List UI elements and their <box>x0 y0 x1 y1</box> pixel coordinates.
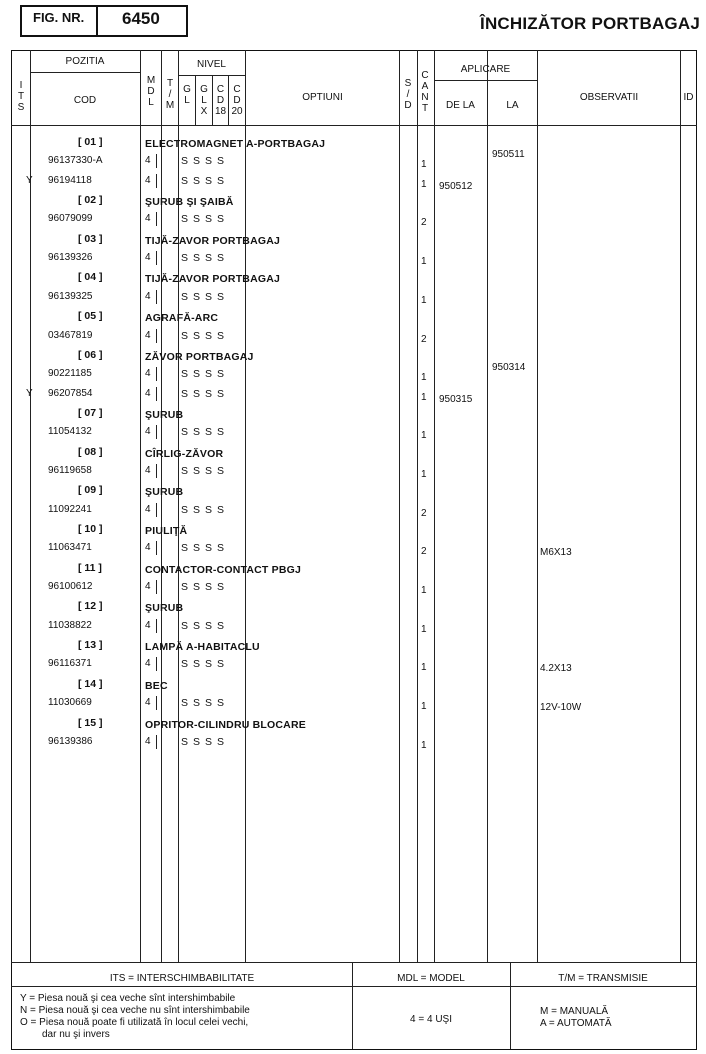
item-nivel: SSSS <box>181 387 230 400</box>
item-code: 03467819 <box>48 329 93 341</box>
mdl-tick <box>156 212 157 226</box>
grid-vline <box>680 50 681 962</box>
item-mdl: 4 <box>145 735 151 747</box>
item-description: ŞURUB ŞI ŞAIBĂ <box>145 196 234 209</box>
mdl-tick <box>156 696 157 710</box>
item-cant: 1 <box>421 623 427 635</box>
grid-vline <box>399 50 400 962</box>
item-position: [ 12 ] <box>78 600 103 613</box>
item-nivel: SSSS <box>181 155 230 168</box>
item-observatii: 4.2X13 <box>540 663 572 675</box>
grid-hline-footer-top <box>11 962 697 963</box>
item-position: [ 08 ] <box>78 445 103 458</box>
table-frame <box>11 50 697 1050</box>
item-position: [ 13 ] <box>78 639 103 652</box>
item-cant: 1 <box>421 178 427 190</box>
grid-hline-header-bottom <box>11 125 697 126</box>
header-mdl: M D L <box>146 75 156 108</box>
legend-mdl-title: MDL = MODEL <box>397 973 465 984</box>
item-cant: 1 <box>421 701 427 713</box>
grid-vline <box>30 50 31 962</box>
mdl-tick <box>156 154 157 168</box>
header-aplicare: APLICARE <box>460 64 511 75</box>
header-its: I T S <box>17 80 25 113</box>
item-mdl: 4 <box>145 542 151 554</box>
header-cant: C A N T <box>421 70 429 114</box>
item-cant: 1 <box>421 585 427 597</box>
header-glx: G L X <box>200 84 208 117</box>
mdl-tick <box>156 657 157 671</box>
item-its: Y <box>26 174 33 186</box>
grid-vline <box>537 50 538 962</box>
grid-vline <box>417 50 418 962</box>
item-code: 90221185 <box>48 368 92 380</box>
header-cod: COD <box>73 95 97 106</box>
item-description: PIULIŢĂ <box>145 525 188 537</box>
item-description: ZĂVOR PORTBAGAJ <box>145 350 254 363</box>
item-mdl: 4 <box>145 658 151 670</box>
legend-its-n: N = Piesa nouă şi cea veche nu sînt intershimbabile <box>20 1005 250 1016</box>
item-code: 11030669 <box>48 697 92 709</box>
item-description: AGRAFĂ-ARC <box>145 312 219 325</box>
grid-vline <box>140 50 141 962</box>
item-mdl: 4 <box>145 619 151 631</box>
item-de-la: 950315 <box>439 393 473 405</box>
item-description: CONTACTOR-CONTACT PBGJ <box>145 563 302 576</box>
item-position: [ 09 ] <box>78 484 103 497</box>
item-mdl: 4 <box>145 174 151 186</box>
item-position: [ 04 ] <box>78 271 103 284</box>
item-cant: 1 <box>421 662 427 674</box>
item-position: [ 03 ] <box>78 232 103 245</box>
mdl-tick <box>156 329 157 343</box>
item-cant: 1 <box>421 739 427 751</box>
item-code: 96137330-A <box>48 155 103 167</box>
item-position: [ 06 ] <box>78 348 103 361</box>
item-position: [ 10 ] <box>78 523 103 535</box>
item-nivel: SSSS <box>181 658 230 671</box>
item-position: [ 07 ] <box>78 406 103 419</box>
item-mdl: 4 <box>145 387 151 399</box>
item-mdl: 4 <box>145 503 151 515</box>
mdl-tick <box>156 503 157 517</box>
item-cant: 1 <box>421 256 427 268</box>
item-nivel: SSSS <box>181 735 230 748</box>
item-nivel: SSSS <box>181 503 230 516</box>
mdl-tick <box>156 425 157 439</box>
header-la: LA <box>506 100 519 111</box>
item-la: 950314 <box>492 362 526 374</box>
header-tm: T / M <box>165 78 175 111</box>
item-cant: 1 <box>421 294 427 306</box>
item-mdl: 4 <box>145 581 151 593</box>
item-mdl: 4 <box>145 290 151 302</box>
header-optiuni: OPTIUNI <box>302 92 343 103</box>
item-code: 96079099 <box>48 213 93 225</box>
item-cant: 2 <box>421 507 427 519</box>
item-description: OPRITOR-CILINDRU BLOCARE <box>145 718 306 731</box>
header-id: ID <box>683 92 694 103</box>
item-description: TIJĂ-ZAVOR PORTBAGAJ <box>145 234 281 247</box>
item-nivel: SSSS <box>181 290 230 303</box>
item-nivel: SSSS <box>181 619 230 632</box>
header-cd20: C D 20 <box>231 84 243 117</box>
item-nivel: SSSS <box>181 464 230 477</box>
item-mdl: 4 <box>145 155 151 167</box>
mdl-tick <box>156 541 157 555</box>
item-mdl: 4 <box>145 426 151 438</box>
item-code: 96139326 <box>48 252 93 264</box>
item-code: 11054132 <box>48 426 92 438</box>
mdl-tick <box>156 290 157 304</box>
grid-hline-nivel <box>178 75 245 76</box>
header-cd18: C D 18 <box>214 84 227 117</box>
item-code: 96119658 <box>48 464 92 476</box>
item-code: 96100612 <box>48 581 93 593</box>
item-code: 96207854 <box>48 387 93 399</box>
item-description: CÎRLIG-ZĂVOR <box>145 447 224 460</box>
legend-mdl-value: 4 = 4 UŞI <box>410 1014 452 1025</box>
item-position: [ 01 ] <box>78 136 103 148</box>
item-description: TIJĂ-ZAVOR PORTBAGAJ <box>145 273 281 286</box>
mdl-tick <box>156 464 157 478</box>
item-code: 96139325 <box>48 290 93 302</box>
mdl-tick <box>156 251 157 265</box>
fig-label: FIG. NR. <box>33 10 85 25</box>
item-cant: 1 <box>421 372 427 384</box>
item-code: 11063471 <box>48 542 92 554</box>
item-mdl: 4 <box>145 252 151 264</box>
item-code: 11092241 <box>48 503 92 515</box>
legend-its-y: Y = Piesa nouă şi cea veche sînt intershimbabile <box>20 993 236 1004</box>
header-nivel: NIVEL <box>197 59 226 70</box>
item-mdl: 4 <box>145 329 151 341</box>
grid-vline <box>178 50 179 962</box>
header-pozitia: POZITIA <box>65 56 105 67</box>
item-position: [ 05 ] <box>78 310 103 323</box>
item-its: Y <box>26 387 33 399</box>
legend-tm-manual: M = MANUALĂ <box>540 1006 609 1017</box>
item-mdl: 4 <box>145 213 151 225</box>
item-position: [ 14 ] <box>78 677 103 690</box>
item-nivel: SSSS <box>181 697 230 710</box>
item-position: [ 11 ] <box>78 561 102 574</box>
item-mdl: 4 <box>145 464 151 476</box>
item-nivel: SSSS <box>181 252 230 265</box>
legend-its-o: O = Piesa nouă poate fi utilizată în locul celei vechi, <box>20 1017 249 1028</box>
legend-tm-title: T/M = TRANSMISIE <box>558 973 648 984</box>
item-code: 96139386 <box>48 735 93 747</box>
fig-number: 6450 <box>122 9 160 28</box>
page-title: ÎNCHIZĂTOR PORTBAGAJ <box>480 14 700 33</box>
fig-divider <box>96 5 98 37</box>
item-cant: 1 <box>421 391 427 403</box>
legend-tm-auto: A = AUTOMATĂ <box>540 1018 612 1029</box>
item-nivel: SSSS <box>181 329 230 342</box>
header-dela: DE LA <box>446 100 475 111</box>
header-sd: S / D <box>404 78 412 111</box>
grid-vline <box>434 50 435 962</box>
mdl-tick <box>156 174 157 188</box>
item-de-la: 950512 <box>439 180 473 192</box>
item-nivel: SSSS <box>181 426 230 439</box>
item-la: 950511 <box>492 149 525 161</box>
item-nivel: SSSS <box>181 581 230 594</box>
item-nivel: SSSS <box>181 174 230 187</box>
item-cant: 1 <box>421 159 427 171</box>
item-description: ŞURUB <box>145 602 184 615</box>
item-position: [ 02 ] <box>78 194 103 207</box>
header-observatii: OBSERVATII <box>579 92 639 103</box>
item-description: ELECTROMAGNET A-PORTBAGAJ <box>145 138 326 150</box>
mdl-tick <box>156 580 157 594</box>
item-observatii: 12V-10W <box>540 702 582 714</box>
item-nivel: SSSS <box>181 213 230 226</box>
grid-hline-footer-sub <box>11 986 697 987</box>
item-cant: 1 <box>421 468 427 480</box>
mdl-tick <box>156 735 157 749</box>
item-code: 96194118 <box>48 174 92 186</box>
item-mdl: 4 <box>145 697 151 709</box>
item-nivel: SSSS <box>181 368 230 381</box>
item-description: LAMPĂ A-HABITACLU <box>145 641 260 654</box>
grid-vline <box>161 50 162 962</box>
grid-hline-pozitia <box>30 72 140 73</box>
item-observatii: M6X13 <box>540 547 572 559</box>
mdl-tick <box>156 387 157 401</box>
item-code: 96116371 <box>48 658 92 670</box>
item-mdl: 4 <box>145 368 151 380</box>
legend-its-o-cont: dar nu şi invers <box>42 1029 110 1040</box>
grid-hline-aplicare <box>434 80 537 81</box>
mdl-tick <box>156 619 157 633</box>
grid-vline <box>245 50 246 962</box>
item-description: BEC <box>145 679 168 692</box>
item-cant: 2 <box>421 546 427 558</box>
header-gl: G L <box>183 84 191 106</box>
item-position: [ 15 ] <box>78 716 103 729</box>
item-code: 11038822 <box>48 619 92 631</box>
item-description: ŞURUB <box>145 486 184 499</box>
item-cant: 2 <box>421 333 427 345</box>
grid-vline <box>487 50 488 962</box>
mdl-tick <box>156 367 157 381</box>
item-description: ŞURUB <box>145 408 184 421</box>
item-cant: 1 <box>421 430 427 442</box>
item-nivel: SSSS <box>181 542 230 555</box>
item-cant: 2 <box>421 217 427 229</box>
legend-its-title: ITS = INTERSCHIMBABILITATE <box>109 973 255 984</box>
